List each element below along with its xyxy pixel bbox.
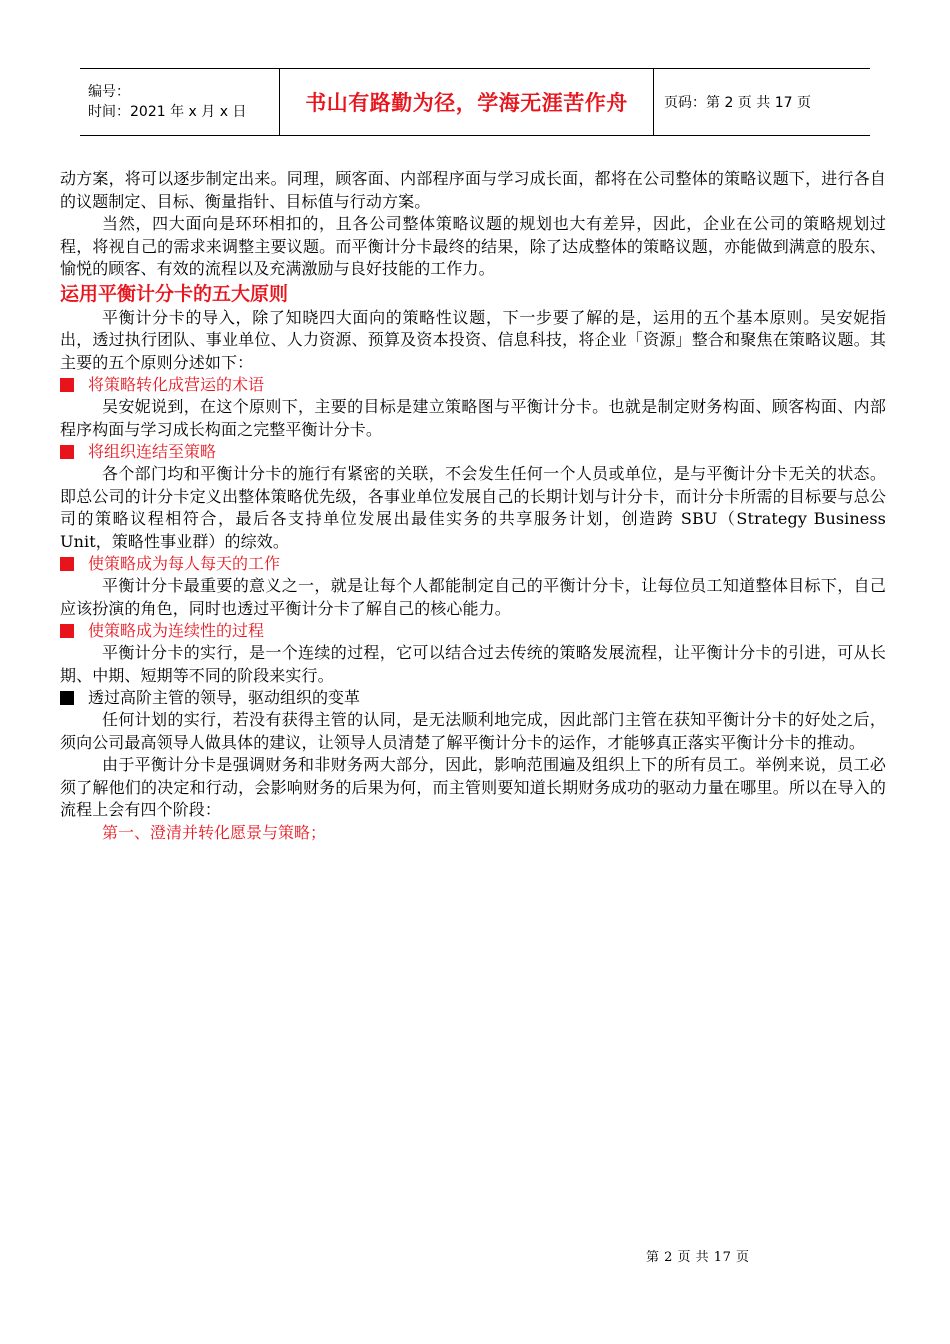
document-body [60, 168, 886, 844]
principle-heading-text: 将组织连结至策略 [88, 442, 217, 461]
square-bullet-icon [60, 691, 74, 705]
paragraph: 各个部门均和平衡计分卡的施行有紧密的关联，不会发生任何一个人员或单位，是与平衡计分卡无关的状态。即总公司的计分卡定义出整体策略优先级，各事业单位发展自己的长期计划与计分卡，而计分卡所需的目标要与总公司的策略议程相符合，最后各支持单位发展出最佳实务的共享服务计划，创造跨 SBU（Strategy Business Unit，策略性事业群）的综效。 [60, 464, 886, 551]
principle-heading [60, 374, 886, 396]
principle-heading-text: 使策略成为连续性的过程 [88, 621, 265, 640]
header-page-cell [654, 69, 870, 135]
header-meta [80, 69, 280, 135]
paragraph: 平衡计分卡最重要的意义之一，就是让每个人都能制定自己的平衡计分卡，让每位员工知道整体目标下，自己应该扮演的角色，同时也透过平衡计分卡了解自己的核心能力。 [60, 576, 886, 618]
header-motto-cell [280, 69, 654, 135]
principle-heading [60, 620, 886, 642]
principle-heading [60, 687, 886, 709]
header-code-label: 编号： [88, 84, 130, 100]
paragraph: 平衡计分卡的导入，除了知晓四大面向的策略性议题，下一步要了解的是，运用的五个基本原则。吴安妮指出，透过执行团队、事业单位、人力资源、预算及资本投资、信息科技，将企业「资源」整合和聚焦在策略议题。其主要的五个原则分述如下： [60, 307, 886, 372]
square-bullet-icon [60, 557, 74, 571]
principle-heading-text: 使策略成为每人每天的工作 [88, 554, 281, 573]
paragraph: 动方案，将可以逐步制定出来。同理，顾客面、内部程序面与学习成长面，都将在公司整体的策略议题下，进行各自的议题制定、目标、衡量指针、目标值与行动方案。 [60, 169, 886, 211]
paragraph: 由于平衡计分卡是强调财务和非财务两大部分，因此，影响范围遍及组织上下的所有员工。举例来说，员工必须了解他们的决定和行动，会影响财务的后果为何，而主管则要知道长期财务成功的驱动力量在哪里。所以在导入的流程上会有四个阶段： [60, 755, 886, 819]
principle-heading-text: 将策略转化成营运的术语 [88, 375, 265, 394]
square-bullet-icon [60, 445, 74, 459]
section-title: 运用平衡计分卡的五大原则 [60, 282, 289, 305]
paragraph: 任何计划的实行，若没有获得主管的认同，是无法顺利地完成，因此部门主管在获知平衡计分卡的好处之后，须向公司最高领导人做具体的建议，让领导人员清楚了解平衡计分卡的运作，才能够真正落实平衡计分卡的推动。 [60, 710, 886, 752]
phase-item: 第一、澄清并转化愿景与策略； [102, 822, 327, 842]
square-bullet-icon [60, 624, 74, 638]
paragraph: 平衡计分卡的实行，是一个连续的过程，它可以结合过去传统的策略发展流程，让平衡计分卡的引进，可从长期、中期、短期等不同的阶段来实行。 [60, 643, 886, 685]
paragraph: 当然，四大面向是环环相扣的，且各公司整体策略议题的规划也大有差异，因此，企业在公司的策略规划过程，将视自己的需求来调整主要议题。而平衡计分卡最终的结果，除了达成整体的策略议题，亦能做到满意的股东、愉悦的顾客、有效的流程以及充满激励与良好技能的工作力。 [60, 214, 886, 278]
principle-heading-text: 透过高阶主管的领导，驱动组织的变革 [88, 688, 361, 707]
principle-heading [60, 553, 886, 575]
square-bullet-icon [60, 378, 74, 392]
header-time-label: 时间：2021 年 x 月 x 日 [88, 104, 247, 120]
header-page-info: 页码：第 2 页 共 17 页 [664, 95, 811, 111]
page-footer: 第 2 页 共 17 页 [646, 1250, 750, 1265]
header-motto: 书山有路勤为径，学海无涯苦作舟 [305, 90, 628, 115]
page-header [80, 68, 870, 136]
paragraph: 吴安妮说到，在这个原则下，主要的目标是建立策略图与平衡计分卡。也就是制定财务构面、顾客构面、内部程序构面与学习成长构面之完整平衡计分卡。 [60, 397, 886, 439]
principle-heading [60, 441, 886, 463]
